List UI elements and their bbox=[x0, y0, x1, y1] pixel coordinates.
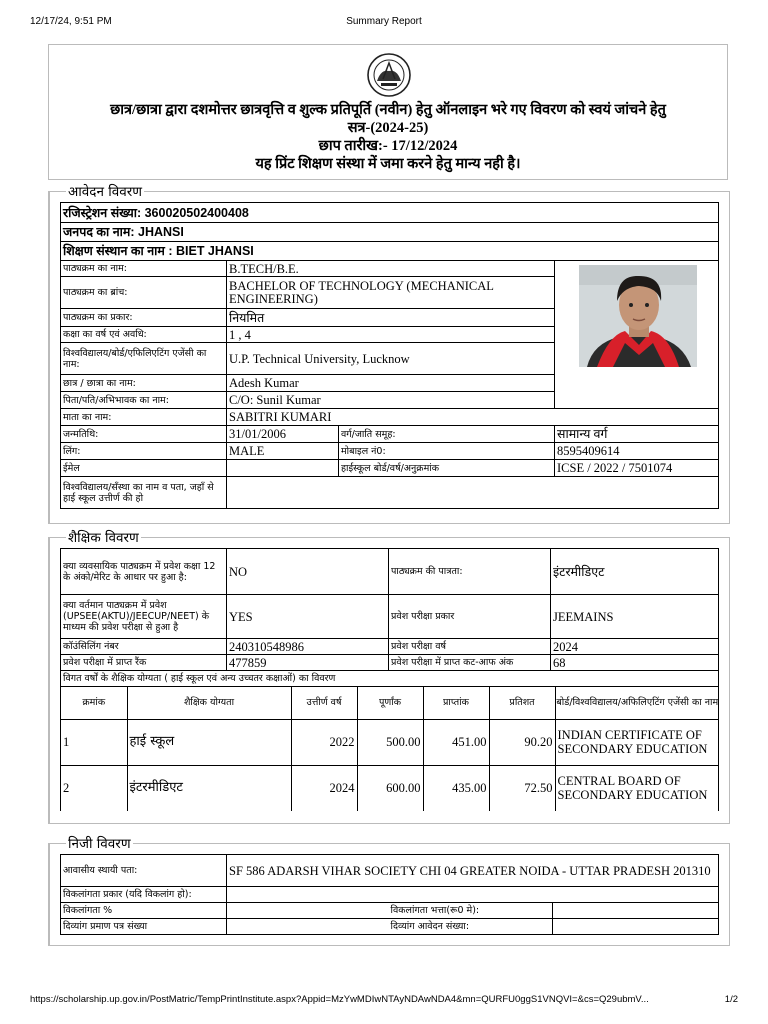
personal-section bbox=[48, 834, 730, 946]
personal-table bbox=[60, 854, 719, 935]
qual-name: इंटरमीडिएट bbox=[127, 765, 291, 811]
page-url: https://scholarship.up.gov.in/PostMatric/TempPrintInstitute.aspx?Appid=MzYwMDIwNTAyNDAwNDA4&mn=QURFU0ggS1VNQVI=&cs=Q29ubmV... bbox=[30, 994, 649, 1005]
cert-number-value bbox=[227, 919, 389, 935]
qualification-table bbox=[61, 687, 719, 811]
course-type-value: नियमित bbox=[227, 309, 555, 327]
district-name: जनपद का नाम: JHANSI bbox=[61, 223, 719, 242]
course-value: B.TECH/B.E. bbox=[227, 261, 555, 277]
exam-type-value: JEEMAINS bbox=[551, 595, 719, 639]
qual-percent: 90.20 bbox=[489, 719, 555, 765]
qual-max: 600.00 bbox=[357, 765, 423, 811]
academic-legend: शैक्षिक विवरण bbox=[68, 530, 139, 546]
personal-legend: निजी विवरण bbox=[68, 836, 131, 852]
prof-question: क्या व्यवसायिक पाठ्यक्रम में प्रवेश कक्षा 12 के अंको/मेरिट के आधार पर हुआ है: bbox=[61, 549, 227, 595]
qual-header-qualification: शैक्षिक योग्यता bbox=[127, 687, 291, 719]
qual-board: CENTRAL BOARD OF SECONDARY EDUCATION bbox=[555, 765, 719, 811]
course-type-label: पाठ्यक्रम का प्रकार: bbox=[61, 309, 227, 327]
father-name-value: C/O: Sunil Kumar bbox=[227, 392, 555, 409]
qual-sno: 2 bbox=[61, 765, 127, 811]
father-name-label: पिता/पति/अभिभावक का नाम: bbox=[61, 392, 227, 409]
disability-type-label: विकलांगता प्रकार (यदि विकलांग हो): bbox=[61, 887, 227, 903]
qual-percent: 72.50 bbox=[489, 765, 555, 811]
application-number-value bbox=[553, 919, 719, 935]
print-footer bbox=[30, 994, 738, 1008]
eligibility-value: इंटरमीडिएट bbox=[551, 549, 719, 595]
address-label: आवासीय स्थायी पता: bbox=[61, 855, 227, 887]
qual-header-sno: क्रमांक bbox=[61, 687, 127, 719]
application-table bbox=[60, 202, 719, 509]
qual-obtained: 451.00 bbox=[423, 719, 489, 765]
disability-percent-label: विकलांगता % bbox=[61, 903, 227, 919]
exam-year-label: प्रवेश परीक्षा वर्ष bbox=[389, 639, 551, 655]
qual-year: 2024 bbox=[291, 765, 357, 811]
cutoff-label: प्रवेश परीक्षा में प्राप्त कट-आफ अंक bbox=[389, 655, 551, 671]
print-title: Summary Report bbox=[346, 16, 422, 27]
category-value: सामान्य वर्ग bbox=[555, 426, 719, 443]
qual-header-year: उत्तीर्ण वर्ष bbox=[291, 687, 357, 719]
header-session: सत्र-(2024-25) bbox=[347, 120, 429, 136]
table-row bbox=[61, 719, 719, 765]
up-government-emblem-icon bbox=[359, 51, 419, 99]
email-value bbox=[227, 460, 339, 477]
qualification-cell bbox=[61, 687, 719, 812]
disability-allowance-value bbox=[553, 903, 719, 919]
student-photo-cell bbox=[555, 261, 719, 409]
dob-label: जन्मतिथि: bbox=[61, 426, 227, 443]
disability-percent-value bbox=[227, 903, 389, 919]
qualification-title: विगत वर्षों के शैक्षिक योग्यता ( हाई स्कूल एवं अन्य उच्चतर कक्षाओं) का विवरण bbox=[61, 671, 719, 687]
academic-table bbox=[60, 548, 719, 811]
table-row bbox=[61, 765, 719, 811]
prof-answer: NO bbox=[227, 549, 389, 595]
qual-header-percent: प्रतिशत bbox=[489, 687, 555, 719]
print-header bbox=[30, 16, 738, 30]
page-number: 1/2 bbox=[724, 994, 738, 1005]
cutoff-value: 68 bbox=[551, 655, 719, 671]
qual-obtained: 435.00 bbox=[423, 765, 489, 811]
hs-school-label: विश्वविद्यालय/सँस्था का नाम व पता, जहाँ से हाई स्कूल उत्तीर्ण की हो bbox=[61, 477, 227, 509]
qual-header-obtained: प्राप्तांक bbox=[423, 687, 489, 719]
header-print-date: छाप तारीख:- 17/12/2024 bbox=[318, 138, 458, 154]
qual-year: 2022 bbox=[291, 719, 357, 765]
qual-max: 500.00 bbox=[357, 719, 423, 765]
gender-value: MALE bbox=[227, 443, 339, 460]
rank-label: प्रवेश परीक्षा में प्राप्त रैंक bbox=[61, 655, 227, 671]
hs-board-value: ICSE / 2022 / 7501074 bbox=[555, 460, 719, 477]
student-name-label: छात्र / छात्रा का नाम: bbox=[61, 375, 227, 392]
branch-value: BACHELOR OF TECHNOLOGY (MECHANICAL ENGINEERING) bbox=[227, 277, 555, 309]
student-photo-icon bbox=[579, 265, 697, 367]
academic-section bbox=[48, 528, 730, 824]
institute-name: शिक्षण संस्थान का नाम : BIET JHANSI bbox=[61, 242, 719, 261]
branch-label: पाठ्यक्रम का ब्रांच: bbox=[61, 277, 227, 309]
registration-number: रजिस्ट्रेशन संख्या: 360020502400408 bbox=[61, 203, 719, 223]
application-section bbox=[48, 182, 730, 524]
student-name-value: Adesh Kumar bbox=[227, 375, 555, 392]
exam-type-label: प्रवेश परीक्षा प्रकार bbox=[389, 595, 551, 639]
university-value: U.P. Technical University, Lucknow bbox=[227, 343, 555, 375]
qual-header-board: बोर्ड/विश्वविद्यालय/अफिलिएटिंग एजेंसी का नाम bbox=[555, 687, 719, 719]
rank-value: 477859 bbox=[227, 655, 389, 671]
qual-board: INDIAN CERTIFICATE OF SECONDARY EDUCATION bbox=[555, 719, 719, 765]
hs-school-value bbox=[227, 477, 719, 509]
university-label: विश्वविद्यालय/बोर्ड/एफिलिएटिंग एजेंसी का नाम: bbox=[61, 343, 227, 375]
disability-type-value bbox=[227, 887, 719, 903]
mother-name-label: माता का नाम: bbox=[61, 409, 227, 426]
header-notice: यह प्रिंट शिक्षण संस्था में जमा करने हेतु मान्य नही है। bbox=[255, 156, 521, 172]
exam-question: क्या वर्तमान पाठ्यक्रम में प्रवेश (UPSEE(AKTU)/JEECUP/NEET) के माध्यम की प्रवेश परीक्षा से हुआ है bbox=[61, 595, 227, 639]
email-label: ईमेल bbox=[61, 460, 227, 477]
qual-sno: 1 bbox=[61, 719, 127, 765]
qual-header-max: पूर्णांक bbox=[357, 687, 423, 719]
eligibility-label: पाठ्यक्रम की पात्रता: bbox=[389, 549, 551, 595]
gender-label: लिंग: bbox=[61, 443, 227, 460]
exam-year-value: 2024 bbox=[551, 639, 719, 655]
header-line-1: छात्र/छात्रा द्वारा दशमोत्तर छात्रवृत्ति व शुल्क प्रतिपूर्ति (नवीन) हेतु ऑनलाइन भरे गए विवरण को स्वयं जांचने हेतु bbox=[110, 102, 666, 118]
dob-value: 31/01/2006 bbox=[227, 426, 339, 443]
mobile-value: 8595409614 bbox=[555, 443, 719, 460]
qual-name: हाई स्कूल bbox=[127, 719, 291, 765]
application-legend: आवेदन विवरण bbox=[68, 184, 143, 200]
report-header bbox=[48, 44, 728, 180]
cert-number-label: दिव्यांग प्रमाण पत्र संख्या bbox=[61, 919, 227, 935]
counselling-value: 240310548986 bbox=[227, 639, 389, 655]
counselling-label: कॉउंसिलिंग नंबर bbox=[61, 639, 227, 655]
print-datetime: 12/17/24, 9:51 PM bbox=[30, 16, 112, 27]
year-duration-label: कक्षा का वर्ष एवं अवधि: bbox=[61, 327, 227, 343]
application-number-label: दिव्यांग आवेदन संख्या: bbox=[389, 919, 553, 935]
mother-name-value: SABITRI KUMARI bbox=[227, 409, 719, 426]
year-duration-value: 1 , 4 bbox=[227, 327, 555, 343]
course-label: पाठ्यक्रम का नाम: bbox=[61, 261, 227, 277]
category-label: वर्ग/जाति समूह: bbox=[339, 426, 555, 443]
exam-answer: YES bbox=[227, 595, 389, 639]
mobile-label: मोबाइल नं0: bbox=[339, 443, 555, 460]
hs-board-label: हाईस्कूल बोर्ड/वर्ष/अनुक्रमांक bbox=[339, 460, 555, 477]
address-value: SF 586 ADARSH VIHAR SOCIETY CHI 04 GREATER NOIDA - UTTAR PRADESH 201310 bbox=[227, 855, 719, 887]
disability-allowance-label: विकलांगता भत्ता(रू0 मे): bbox=[389, 903, 553, 919]
